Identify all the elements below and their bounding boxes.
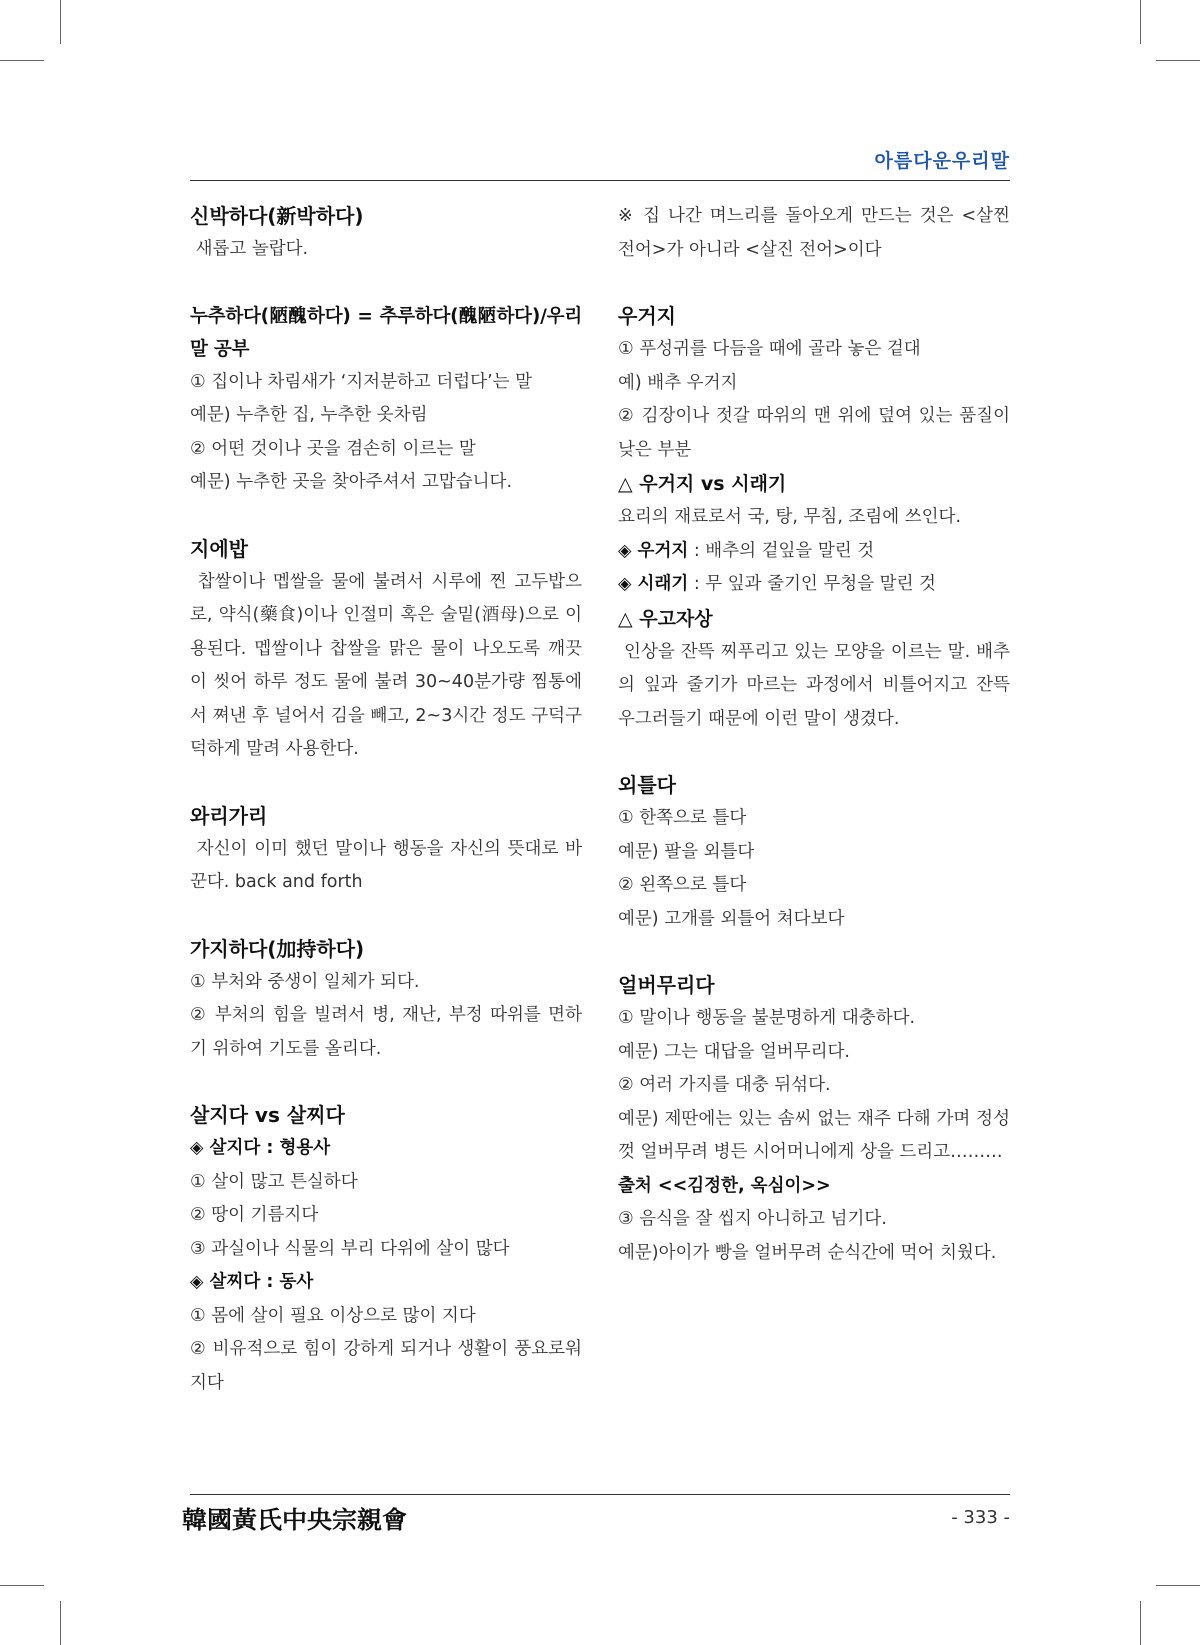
crop-mark xyxy=(60,1601,61,1645)
entry-text: 예문) 그는 대답을 얼버무리다. xyxy=(618,1041,850,1062)
footer-rule xyxy=(190,1494,1010,1495)
entry-subheading: ◈ 살찌다 : 동사 xyxy=(190,1272,314,1292)
header-rule xyxy=(190,180,1010,181)
entry-text: 예문) 누추한 집, 누추한 옷차림 xyxy=(190,405,428,425)
entry-text: ② 부처의 힘을 빌려서 병, 재난, 부정 따위를 면하기 위하여 기도를 올리다. xyxy=(190,1005,582,1059)
entry-text: 자신이 이미 했던 말이나 행동을 자신의 뜻대로 바꾼다. back and forth xyxy=(190,838,582,892)
entry-text: ② 어떤 것이나 곳을 겸손히 이르는 말 xyxy=(190,438,476,459)
entry-subheading: ◈ 살지다 : 형용사 xyxy=(190,1138,331,1158)
crop-mark xyxy=(1156,1585,1200,1586)
entry-text: ② 왼쪽으로 틀다 xyxy=(618,875,747,895)
entry-text: ① 부처와 중생이 일체가 되다. xyxy=(190,971,420,992)
entry-heading: 얼버무리다 xyxy=(618,973,715,997)
entry-heading: 신박하다(新박하다) xyxy=(190,204,364,228)
clan-society-logo xyxy=(182,1499,412,1537)
clan-society-logo-text: 韓國黃氏中央宗親會 xyxy=(182,1505,407,1534)
entry-heading: 우거지 xyxy=(618,304,676,328)
entry-salji xyxy=(190,1099,582,1400)
entry-text: 인상을 잔뜩 찌푸리고 있는 모양을 이르는 말. 배추의 잎과 줄기가 마르는 과정에서 비틀어지고 잔뜩 우그러들기 때문에 이런 말이 생겼다. xyxy=(618,641,1016,729)
entry-text: ① 푸성귀를 다듬을 때에 골라 놓은 겉대 xyxy=(618,339,921,359)
entry-heading: 와리가리 xyxy=(190,803,268,828)
source-citation: 출처 <<김정한, 옥심이>> xyxy=(618,1175,831,1196)
crop-mark xyxy=(1140,0,1141,44)
entry-sinbak xyxy=(190,200,582,267)
entry-nuchu xyxy=(190,300,582,500)
entry-text: ② 땅이 기름지다 xyxy=(190,1205,319,1225)
entry-jiebap xyxy=(190,533,582,767)
entry-text: 예문) 고개를 외틀어 쳐다보다 xyxy=(618,908,845,929)
page-number: - 333 - xyxy=(951,1507,1010,1528)
entry-text: 예문) 누추한 곳을 찾아주셔서 고맙습니다. xyxy=(190,472,513,492)
entry-eolbeomurida xyxy=(618,969,1010,1270)
entry-text xyxy=(618,568,1010,602)
entry-text xyxy=(618,535,1010,569)
entry-text: ① 말이나 행동을 불분명하게 대충하다. xyxy=(618,1008,916,1028)
entry-text: ③ 음식을 잘 씹지 아니하고 넘기다. xyxy=(618,1209,887,1229)
entry-heading: 외틀다 xyxy=(618,773,676,797)
entry-gaji xyxy=(190,933,582,1067)
running-header: 아름다운우리말 xyxy=(874,150,1010,172)
entry-text: ① 집이나 차림새가 ‘지저분하고 더럽다’는 말 xyxy=(190,371,533,392)
left-column xyxy=(190,200,582,1433)
crop-mark xyxy=(1140,1601,1141,1645)
entry-text: ① 한쪽으로 틀다 xyxy=(618,808,747,828)
entry-heading: 누추하다(陋醜하다) = 추루하다(醜陋하다)/우리말 공부 xyxy=(190,305,582,360)
entry-text: 예) 배추 우거지 xyxy=(618,372,738,393)
crop-mark xyxy=(0,60,44,61)
term-definition: : 무 잎과 줄기인 무청을 말린 것 xyxy=(688,574,936,594)
entry-heading: 지에밥 xyxy=(190,536,248,561)
entry-text: 예문) 제딴에는 있는 솜씨 없는 재주 다해 가며 정성껏 얼버무려 병든 시어머니에게 상을 드리고……… xyxy=(618,1108,1010,1162)
entry-text: ② 여러 가지를 대충 뒤섞다. xyxy=(618,1075,831,1095)
entry-warigari xyxy=(190,800,582,900)
entry-text: 요리의 재료로서 국, 탕, 무침, 조림에 쓰인다. xyxy=(618,507,962,527)
entry-heading: 가지하다(加持하다) xyxy=(190,936,365,961)
entry-text: ② 비유적으로 힘이 강하게 되거나 생활이 풍요로워지다 xyxy=(190,1339,582,1393)
intro-note xyxy=(618,200,1010,267)
entry-text: ③ 과실이나 식물의 부리 다위에 살이 많다 xyxy=(190,1238,510,1259)
term-label: ◈ 우거지 xyxy=(618,540,689,561)
right-column xyxy=(618,200,1016,1303)
entry-text: 찹쌀이나 멥쌀을 물에 불려서 시루에 찐 고두밥으로, 약식(藥食)이나 인절미 혹은 술밑(酒母)으로 이용된다. 멥쌀이나 찹쌀을 맑은 물이 나오도록 깨끗이 씻어 하루 정도 물에 불려 30~40분가량 찜통에서 쪄낸 후 널어서 김을 빼고, 2~3시간 정도 구덕구덕하게 말려 사용한다. xyxy=(190,571,582,759)
entry-heading: 살지다 vs 살찌다 xyxy=(190,1103,345,1127)
entry-text: ① 몸에 살이 필요 이상으로 많이 지다 xyxy=(190,1305,476,1326)
crop-mark xyxy=(0,1585,44,1586)
term-label: ◈ 시래기 xyxy=(618,574,689,594)
note-text: ※ 집 나간 며느리를 돌아오게 만드는 것은 <살찐 전어>가 아니라 <살진 전어>이다 xyxy=(618,206,1010,260)
entry-text: 예문)아이가 빵을 얼버무려 순식간에 먹어 치웠다. xyxy=(618,1242,997,1263)
entry-oeteulda xyxy=(618,769,1010,936)
entry-text: 새롭고 놀랍다. xyxy=(190,239,309,259)
entry-text: ② 김장이나 젓갈 따위의 맨 위에 덮여 있는 품질이 낮은 부분 xyxy=(618,406,1010,460)
entry-ugeoji xyxy=(618,300,1016,736)
entry-text: ① 살이 많고 튼실하다 xyxy=(190,1171,358,1192)
entry-text: 예문) 팔을 외틀다 xyxy=(618,841,755,862)
entry-subheading: △ 우고자상 xyxy=(618,607,713,630)
crop-mark xyxy=(60,0,61,44)
term-definition: : 배추의 겉잎을 말린 것 xyxy=(688,540,875,561)
entry-subheading: △ 우거지 vs 시래기 xyxy=(618,473,787,495)
crop-mark xyxy=(1156,60,1200,61)
